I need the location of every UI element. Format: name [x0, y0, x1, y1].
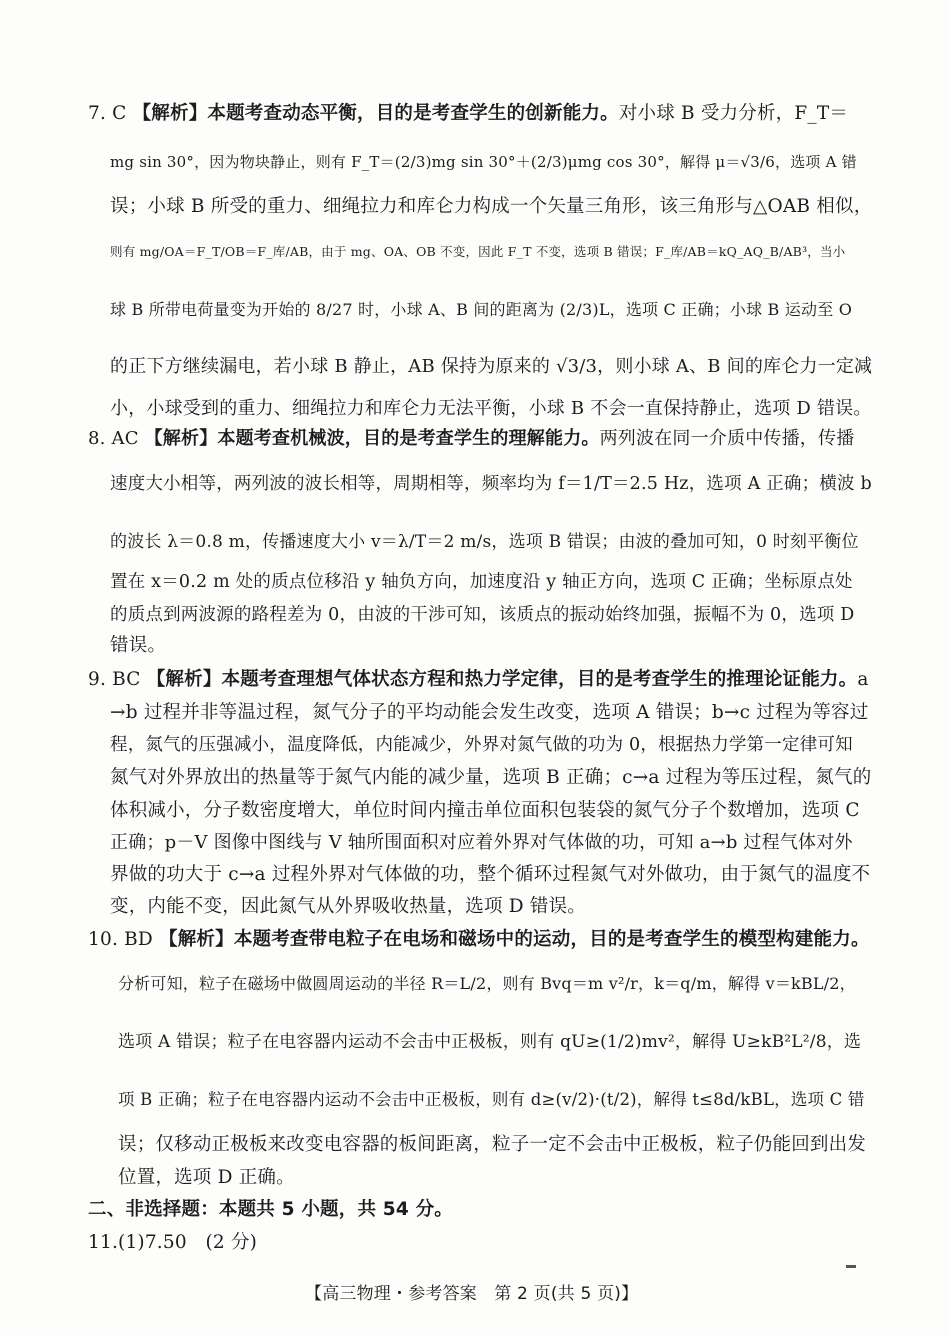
q9-line-1	[88, 668, 869, 692]
q9-line-2: →b 过程并非等温过程，氮气分子的平均动能会发生改变，选项 A 错误；b→c 过程为等容过	[110, 702, 869, 723]
analysis-lead: 本题考查机械波，目的是考查学生的理解能力。	[217, 428, 600, 449]
section-heading: 二、非选择题：本题共 5 小题，共 54 分。	[88, 1199, 453, 1220]
analysis-tag: 【解析】	[146, 669, 222, 690]
q9-line-4: 氮气对外界放出的热量等于氮气内能的减少量，选项 B 正确；c→a 过程为等压过程，氮气的	[110, 767, 872, 788]
analysis-lead: 本题考查理想气体状态方程和热力学定律，目的是考查学生的推理论证能力。	[221, 669, 858, 690]
q8-line-4: 置在 x＝0.2 m 处的质点位移沿 y 轴负方向，加速度沿 y 轴正方向，选项 C 正确；坐标原点处	[110, 572, 853, 592]
q9-line-5: 体积减小，分子数密度增大，单位时间内撞击单位面积包装袋的氮气分子个数增加，选项 C	[110, 800, 860, 821]
q7-line-2: mg sin 30°，因为物块静止，则有 F_T＝(2/3)mg sin 30°＋(2/3)μmg cos 30°，解得 μ＝√3/6，选项 A 错	[110, 153, 857, 171]
analysis-lead: 本题考查动态平衡，目的是考查学生的创新能力。	[207, 103, 619, 124]
q10-line-6: 位置，选项 D 正确。	[118, 1167, 295, 1188]
q8-line-2: 速度大小相等，两列波的波长相等，周期相等，频率均为 f＝1/T＝2.5 Hz，选项 A 正确；横波 b	[110, 474, 872, 494]
q7-line-6: 的正下方继续漏电，若小球 B 静止，AB 保持为原来的 √3/3，则小球 A、B 间的库仑力一定减	[110, 356, 873, 377]
question-number: 9. BC	[88, 669, 141, 690]
analysis-tag: 【解析】	[132, 103, 208, 124]
line-text: a	[857, 669, 869, 690]
q7-line-1	[88, 102, 848, 126]
q10-line-5: 误；仅移动正极板来改变电容器的板间距离，粒子一定不会击中正极板，粒子仍能回到出发	[118, 1134, 867, 1155]
q10-line-1	[88, 928, 870, 952]
q9-line-6: 正确；p－V 图像中图线与 V 轴所围面积对应着外界对气体做的功，可知 a→b 过程气体对外	[110, 832, 853, 853]
corner-mark	[846, 1265, 856, 1268]
q10-line-2: 分析可知，粒子在磁场中做圆周运动的半径 R＝L/2，则有 Bvq＝m v²/r，k＝q/m，解得 v＝kBL/2，	[118, 974, 856, 993]
q8-line-5: 的质点到两波源的路程差为 0，由波的干涉可知，该质点的振动始终加强，振幅不为 0，选项 D	[110, 605, 855, 625]
analysis-lead: 本题考查带电粒子在电场和磁场中的运动，目的是考查学生的模型构建能力。	[233, 929, 870, 950]
page-footer: 【高三物理・参考答案 第 2 页(共 5 页)】	[305, 1284, 639, 1304]
question-number: 8. AC	[88, 428, 139, 449]
q11-line-1: 11.(1)7.50 (2 分)	[88, 1232, 258, 1253]
q8-line-1	[88, 427, 854, 451]
q8-line-6: 错误。	[110, 635, 167, 656]
q9-line-7: 界做的功大于 c→a 过程外界对气体做的功，整个循环过程氮气对外做功，由于氮气的温度不	[110, 864, 871, 885]
q8-line-3: 的波长 λ＝0.8 m，传播速度大小 v＝λ/T＝2 m/s，选项 B 错误；由波的叠加可知，0 时刻平衡位	[110, 532, 859, 552]
q7-line-4: 则有 mg/OA＝F_T/OB＝F_库/AB，由于 mg、OA、OB 不变，因此 F_T 不变，选项 B 错误；F_库/AB＝kQ_AQ_B/AB³，当小	[110, 244, 846, 259]
question-number: 7. C	[88, 103, 127, 124]
question-number: 10. BD	[88, 929, 153, 950]
line-text: 对小球 B 受力分析，F_T＝	[618, 103, 849, 124]
q10-line-4: 项 B 正确；粒子在电容器内运动不会击中正极板，则有 d≥(v/2)·(t/2)，解得 t≤8d/kBL，选项 C 错	[118, 1090, 865, 1109]
q7-line-7: 小，小球受到的重力、细绳拉力和库仑力无法平衡，小球 B 不会一直保持静止，选项 D 错误。	[110, 398, 872, 419]
line-text: 两列波在同一介质中传播，传播	[599, 428, 855, 449]
q9-line-3: 程，氮气的压强减小，温度降低，内能减少，外界对氮气做的功为 0，根据热力学第一定律可知	[110, 735, 853, 755]
q7-line-5: 球 B 所带电荷量变为开始的 8/27 时，小球 A、B 间的距离为 (2/3)L，选项 C 正确；小球 B 运动至 O	[110, 300, 853, 319]
q7-line-3: 误；小球 B 所受的重力、细绳拉力和库仑力构成一个矢量三角形，该三角形与△OAB 相似，	[110, 196, 873, 217]
analysis-tag: 【解析】	[144, 428, 218, 449]
q10-line-3: 选项 A 错误；粒子在电容器内运动不会击中正极板，则有 qU≥(1/2)mv²，解得 U≥kB²L²/8，选	[118, 1032, 862, 1052]
analysis-tag: 【解析】	[159, 929, 234, 950]
q9-line-8: 变，内能不变，因此氮气从外界吸收热量，选项 D 错误。	[110, 896, 586, 917]
